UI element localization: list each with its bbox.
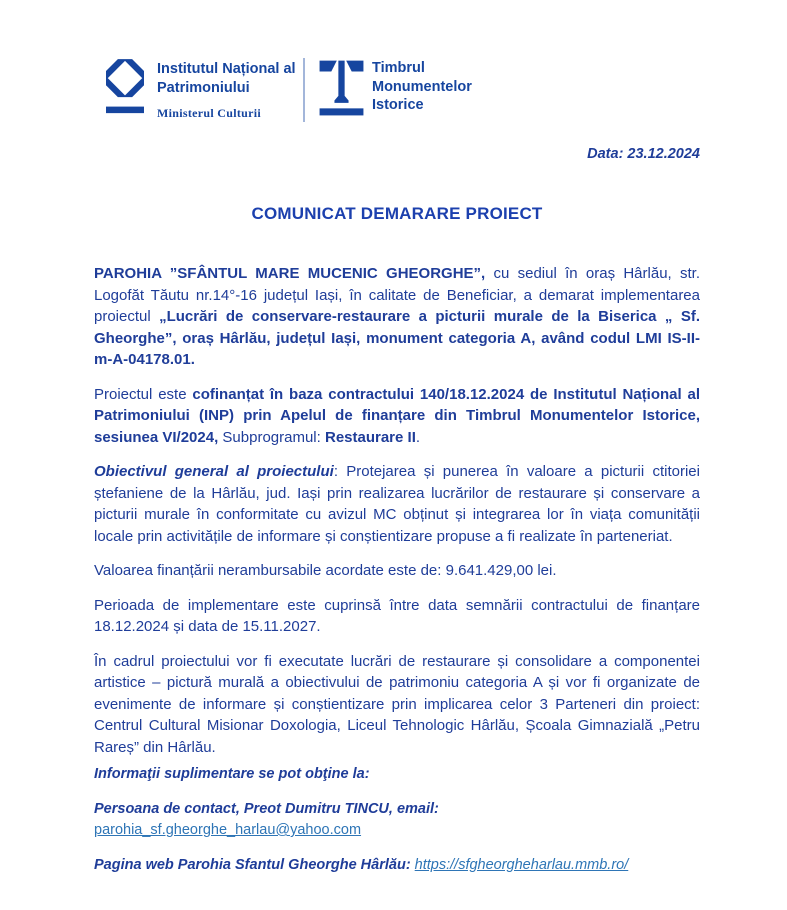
page-title: COMUNICAT DEMARARE PROIECT [251, 204, 543, 223]
inp-logo-line2: Patrimoniului [157, 80, 250, 96]
inp-logo-subtitle: Ministerul Culturii [157, 106, 262, 120]
tmi-logo-line1: Timbrul [372, 60, 425, 76]
text-run: : Protejarea și punerea în valoare a picturii ctitoriei ștefaniene de la Hârlău, jud. Iași prin realizarea lucrărilor de restaurare și conservare a picturii murale în conformitate cu avizul MC obținut și integrarea lor în viața comunității locale prin activitățile de informare și conștientizare propuse a fi realizate în parteneriat. [94, 463, 700, 545]
date-line: Data: 23.12.2024 [587, 146, 700, 162]
inp-logo-text [157, 60, 296, 98]
text-run: Persoana de contact, Preot Dumitru TINCU, email: [94, 801, 439, 817]
text-run: Informaţii suplimentare se pot obţine la: [94, 766, 370, 782]
paragraph [94, 651, 700, 759]
document-paragraphs [94, 263, 700, 771]
text-run: Proiectul este [94, 385, 193, 403]
text-run: Obiectivul general al proiectului [94, 463, 334, 480]
text-run: Pagina web Parohia Sfantul Gheorghe Hârlău: [94, 857, 415, 873]
inp-logo-line1: Institutul Național al [157, 61, 296, 77]
text-run: PAROHIA ”SFÂNTUL MARE MUCENIC GHEORGHE”, [94, 265, 486, 282]
website-link[interactable]: https://sfgheorgheharlau.mmb.ro/ [414, 857, 629, 873]
paragraph [94, 855, 700, 876]
header-divider [303, 58, 305, 122]
text-run: Perioada de implementare este cuprinsă între data semnării contractului de finanțare 18.12.2024 și data de 15.11.2027. [94, 596, 700, 635]
inp-logo-icon [106, 59, 144, 120]
paragraph [94, 263, 700, 371]
text-run: Restaurare II [324, 428, 416, 446]
text-run: Subprogramul: [222, 428, 325, 446]
paragraph [94, 595, 700, 638]
tmi-logo-line3: Istorice [372, 97, 424, 113]
paragraph [94, 384, 700, 449]
paragraph [94, 764, 700, 785]
tmi-logo-text [372, 59, 472, 115]
text-run: În cadrul proiectului vor fi executate lucrări de restaurare și consolidare a componentei artistice – pictură murală a obiectivului de patrimoniu categoria A și vor fi organizate de evenimente de informare și conștientizare prin implicarea celor 3 Parteneri din proiect: Centrul Cultural Misionar Doxologia, Liceul Tehnologic Hârlău, Școala Gimnazială „Petru Rareș” din Hârlău. [94, 652, 700, 756]
paragraph [94, 461, 700, 547]
text-run: cofinanțat în baza contractului 140/18.12.2024 de Institutul Național al Patrimoniului (INP) prin Apelul de finanțare din Timbrul Monumentelor Istorice, sesiunea VI/2024, [94, 385, 701, 446]
text-run: Valoarea finanțării nerambursabile acordate este de: 9.641.429,00 lei. [94, 562, 557, 579]
tmi-logo-icon [318, 59, 365, 122]
tmi-logo-line2: Monumentelor [372, 78, 472, 95]
text-run: . [415, 428, 421, 446]
text-run: cu sediul în oraș Hârlău, str. Logofăt Tăutu nr.14°-16 județul Iași, în calitate de Beneficiar, a demarat implementarea proiectul [94, 265, 700, 325]
footer-block [94, 764, 700, 890]
paragraph [94, 799, 700, 841]
paragraph [94, 560, 700, 582]
email-link[interactable]: parohia_sf.gheorghe_harlau@yahoo.com [94, 822, 362, 838]
text-run: „Lucrări de conservare-restaurare a picturii murale de la Biserica „ Sf. Gheorghe”, oraș Hârlău, județul Iași, monument categoria A, având codul LMI IS-II-m-A-04178.01. [94, 308, 700, 368]
